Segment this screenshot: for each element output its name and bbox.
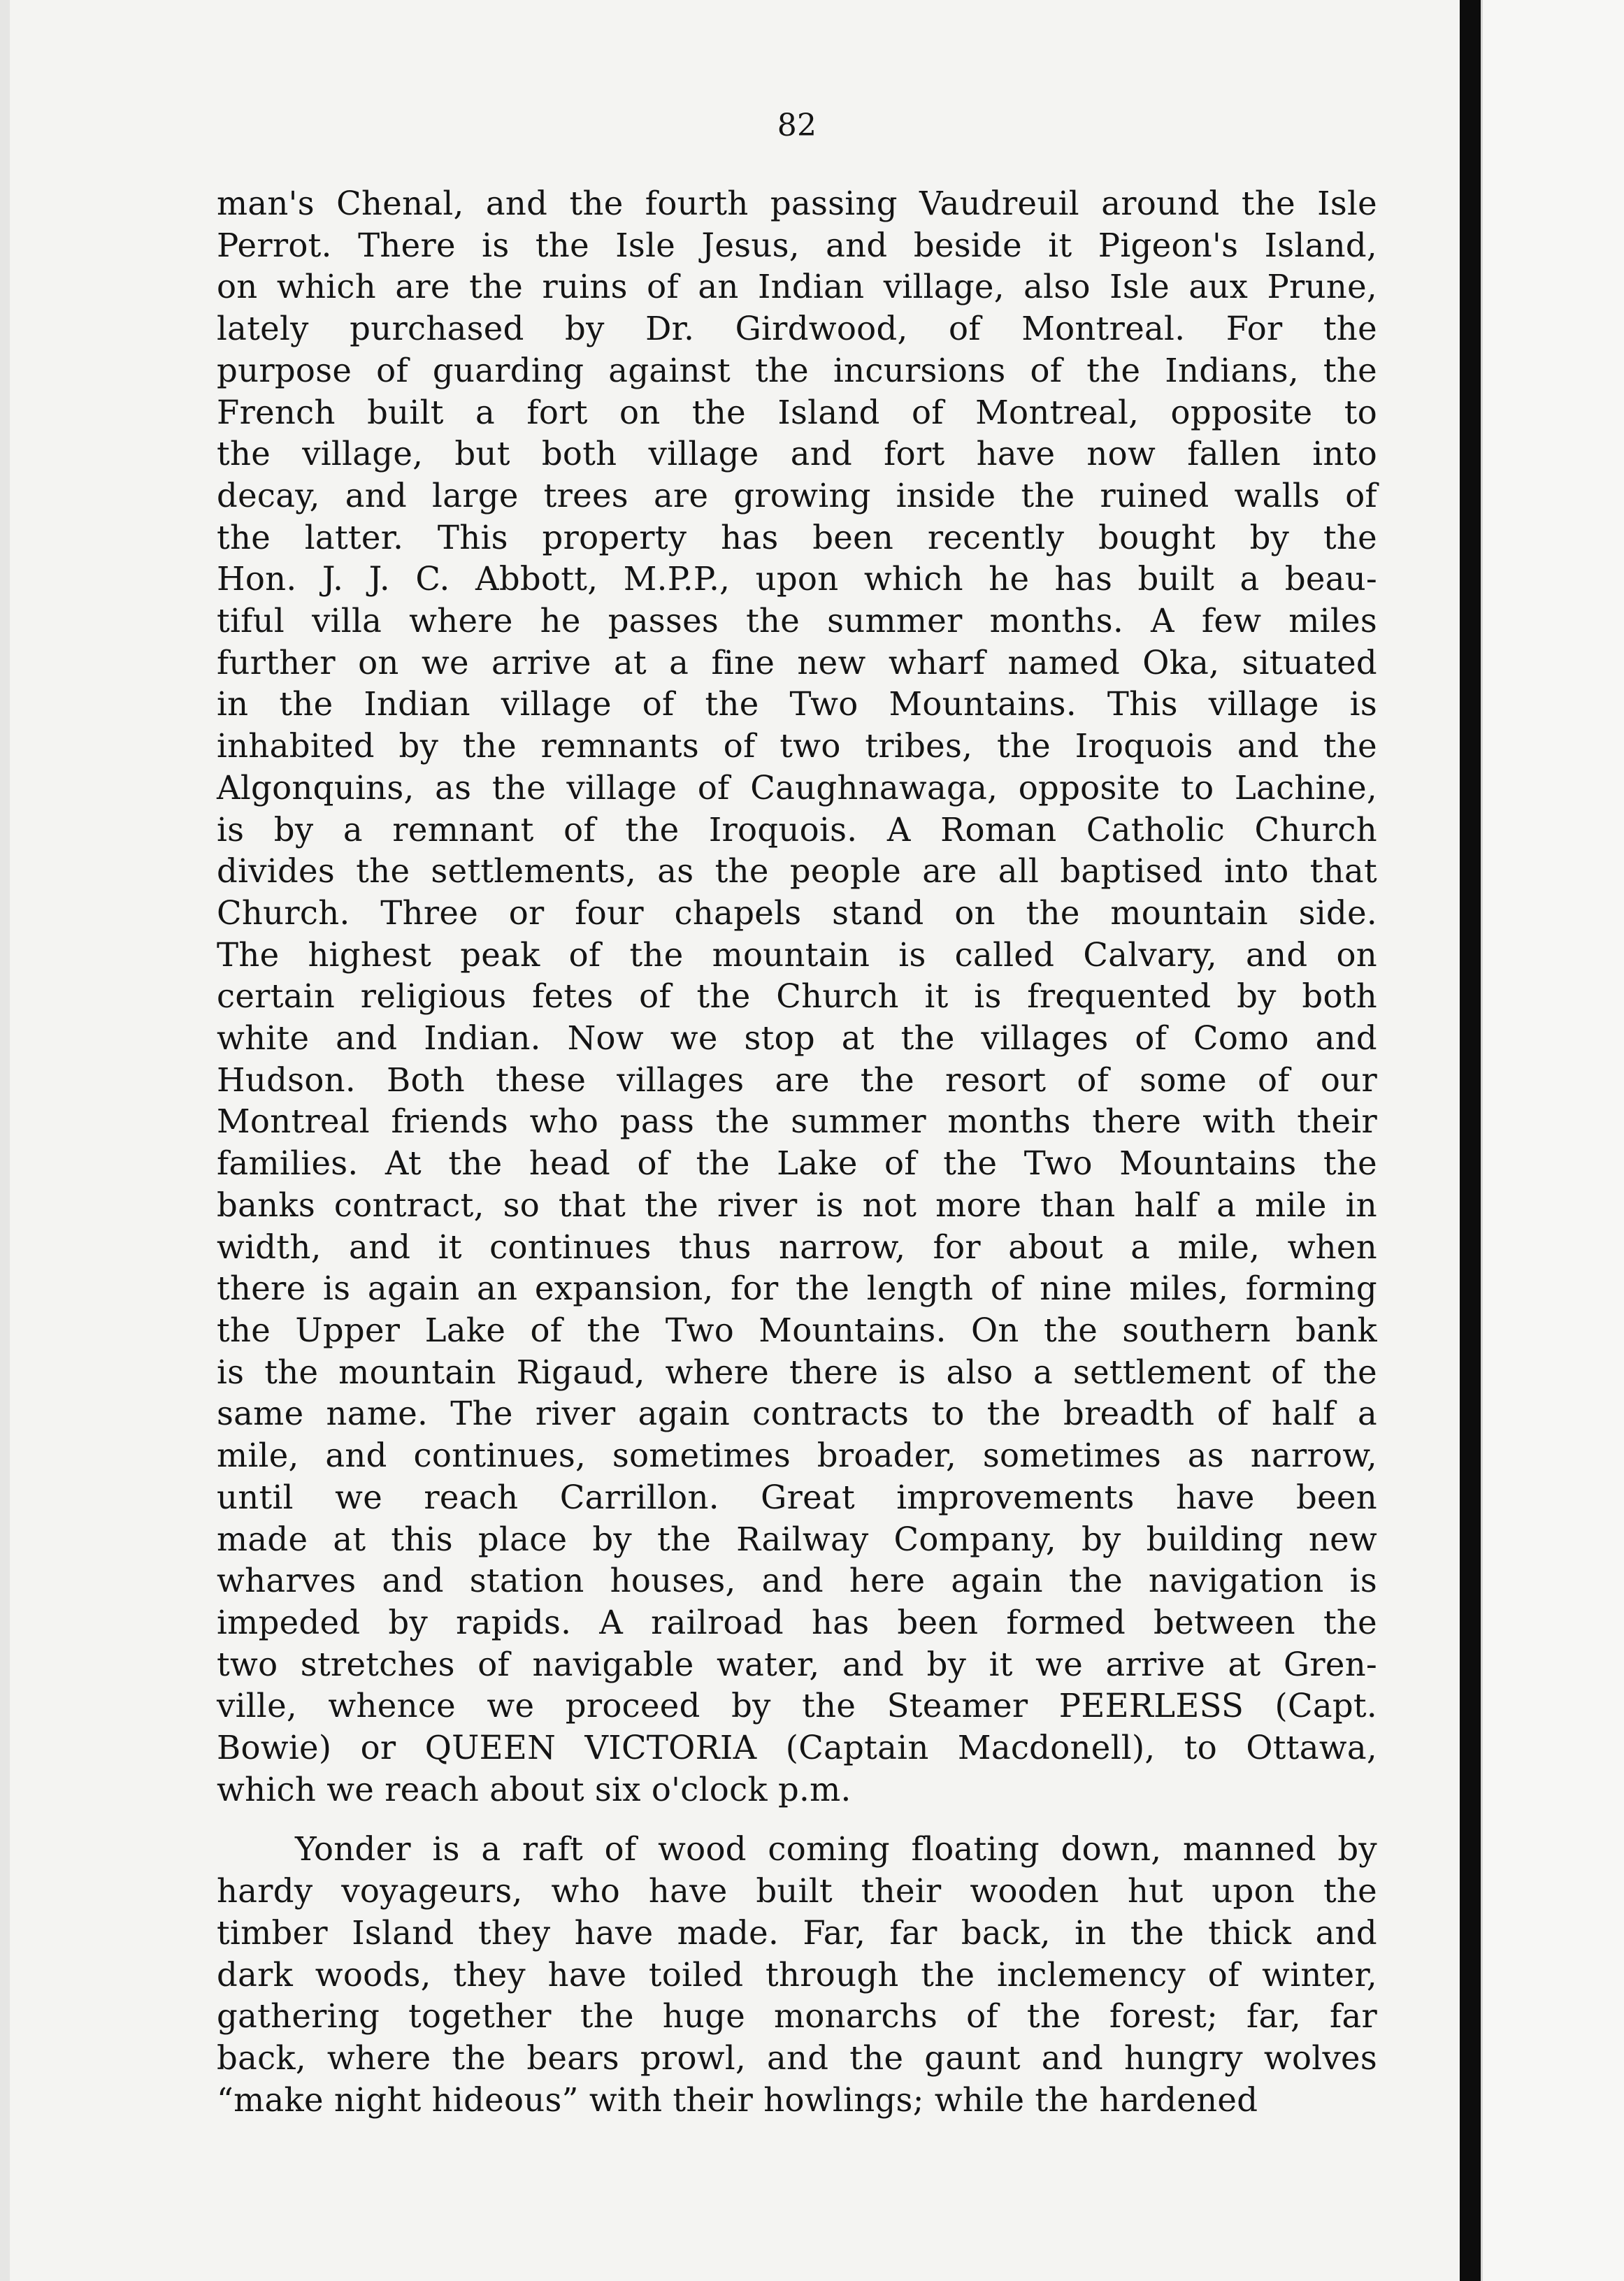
- text-line: Montreal friends who pass the summer months there with their: [217, 1102, 1377, 1141]
- text-line: hardy voyageurs, who have built their wooden hut upon the: [217, 1872, 1377, 1911]
- text-line: ville, whence we proceed by the Steamer PEERLESS (Capt.: [217, 1687, 1377, 1725]
- text-line: families. At the head of the Lake of the Two Mountains the: [217, 1144, 1377, 1183]
- text-line: impeded by rapids. A railroad has been formed between the: [217, 1603, 1377, 1641]
- text-line: purpose of guarding against the incursions of the Indians, the: [217, 351, 1377, 389]
- page-number: 82: [777, 108, 817, 143]
- text-line: Perrot. There is the Isle Jesus, and beside it Pigeon's Island,: [217, 226, 1377, 264]
- text-line: the Upper Lake of the Two Mountains. On the southern bank: [217, 1311, 1377, 1349]
- left-page-edge: [0, 0, 10, 2281]
- text-line: further on we arrive at a fine new wharf named Oka, situated: [217, 643, 1377, 682]
- text-line: is by a remnant of the Iroquois. A Roman Catholic Church: [217, 810, 1377, 849]
- text-line: made at this place by the Railway Company, by building new: [217, 1520, 1377, 1558]
- text-line: “make night hideous” with their howlings; while the hardened: [217, 2080, 1258, 2119]
- paragraph-1: [217, 183, 1377, 1811]
- text-line: timber Island they have made. Far, far back, in the thick and: [217, 1913, 1377, 1952]
- text-line: tiful villa where he passes the summer months. A few miles: [217, 602, 1377, 640]
- text-line: divides the settlements, as the people are all baptised into that: [217, 852, 1377, 891]
- text-line: decay, and large trees are growing inside the ruined walls of: [217, 476, 1377, 515]
- text-line: Hudson. Both these villages are the resort of some of our: [217, 1060, 1377, 1099]
- book-page: [217, 105, 1377, 2121]
- text-line: The highest peak of the mountain is called Calvary, and on: [217, 935, 1377, 974]
- text-line: inhabited by the remnants of two tribes, the Iroquois and the: [217, 727, 1377, 765]
- text-line: same name. The river again contracts to the breadth of half a: [217, 1395, 1377, 1433]
- text-line: Hon. J. J. C. Abbott, M.P.P., upon which he has built a beau-: [217, 560, 1377, 598]
- text-line: in the Indian village of the Two Mountains. This village is: [217, 685, 1377, 724]
- text-line: Bowie) or QUEEN VICTORIA (Captain Macdonell), to Ottawa,: [217, 1729, 1377, 1767]
- text-line: Church. Three or four chapels stand on the mountain side.: [217, 893, 1377, 932]
- text-line: two stretches of navigable water, and by it we arrive at Gren-: [217, 1645, 1377, 1683]
- binding-shadow: [1460, 0, 1481, 2281]
- text-line: gathering together the huge monarchs of the forest; far, far: [217, 1997, 1377, 2036]
- text-line: width, and it continues thus narrow, for about a mile, when: [217, 1228, 1377, 1266]
- text-line: Algonquins, as the village of Caughnawaga, opposite to Lachine,: [217, 768, 1377, 807]
- text-line: there is again an expansion, for the length of nine miles, forming: [217, 1269, 1377, 1308]
- text-line: which we reach about six o'clock p.m.: [217, 1770, 851, 1808]
- text-line: on which are the ruins of an Indian village, also Isle aux Prune,: [217, 268, 1377, 306]
- text-line: certain religious fetes of the Church it is frequented by both: [217, 977, 1377, 1016]
- text-line: until we reach Carrillon. Great improvements have been: [217, 1478, 1377, 1516]
- text-line: white and Indian. Now we stop at the villages of Como and: [217, 1019, 1377, 1058]
- text-line: wharves and station houses, and here again the navigation is: [217, 1562, 1377, 1600]
- text-line: Yonder is a raft of wood coming floating down, manned by: [295, 1830, 1377, 1869]
- text-line: back, where the bears prowl, and the gaunt and hungry wolves: [217, 2038, 1377, 2077]
- facing-page-edge: [1481, 0, 1624, 2281]
- text-line: French built a fort on the Island of Montreal, opposite to: [217, 393, 1377, 431]
- text-line: man's Chenal, and the fourth passing Vaudreuil around the Isle: [217, 185, 1377, 222]
- text-line: lately purchased by Dr. Girdwood, of Montreal. For the: [217, 310, 1377, 348]
- text-line: mile, and continues, sometimes broader, sometimes as narrow,: [217, 1437, 1377, 1475]
- text-line: banks contract, so that the river is not more than half a mile in: [217, 1186, 1377, 1224]
- text-line: the latter. This property has been recently bought by the: [217, 518, 1377, 556]
- text-line: is the mountain Rigaud, where there is also a settlement of the: [217, 1353, 1377, 1391]
- text-line: the village, but both village and fort have now fallen into: [217, 435, 1377, 473]
- text-line: dark woods, they have toiled through the inclemency of winter,: [217, 1955, 1377, 1994]
- paragraph-2: [217, 1829, 1377, 2121]
